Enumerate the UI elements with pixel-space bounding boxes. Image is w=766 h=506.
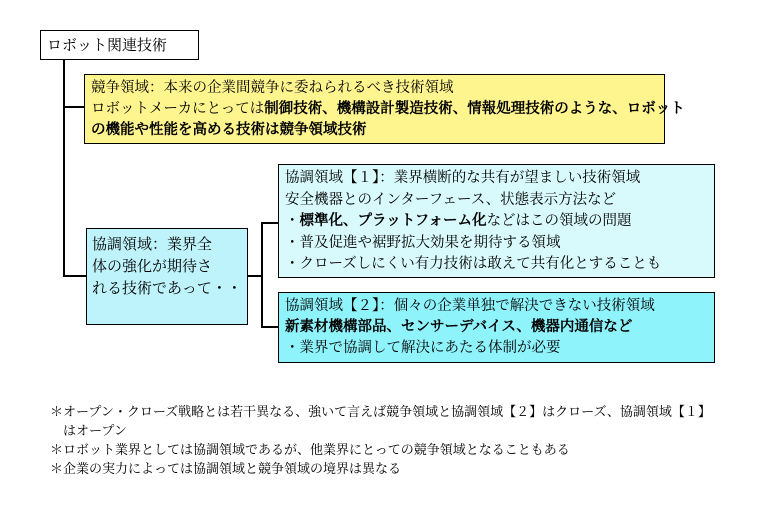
competitive-line-2 [91, 99, 685, 120]
coop1-line-3-prefix: ・ [285, 213, 300, 229]
root-node [40, 30, 199, 60]
coop2-title: 協調領域【２】：個々の企業単独で解決できない技術領域 [285, 298, 655, 314]
coop1-line-4: ・普及促進や裾野拡大効果を期待する領域 [285, 234, 561, 251]
connector-root-trunk [63, 59, 65, 276]
coop1-line-3-bold: 標準化、プラットフォーム化 [299, 213, 487, 229]
competitive-title: 競争領域：本来の企業間競争に委ねられるべき技術領域 [91, 80, 454, 96]
competitive-line-2-bold: 制御技術、機構設計製造技術、情報処理技術のような、ロボット [264, 101, 685, 117]
connector-coop-stub [248, 275, 261, 277]
competitive-line-3: の機能や性能を高める技術は競争領域技術 [91, 122, 367, 138]
footnotes [50, 403, 750, 479]
connector-to-coop2 [261, 326, 278, 328]
note-1b: はオープン [50, 424, 127, 439]
coop2-line-3: ・業界で協調して解決にあたる体制が必要 [285, 340, 561, 356]
coop1-line-3 [285, 211, 708, 233]
coop1-line-3-suffix: などはこの領域の問題 [486, 213, 632, 229]
cooperative-domain-2-box [278, 292, 715, 363]
cooperative-domain-box [86, 228, 248, 325]
note-2: ＊ロボット業界としては協調領域であるが、他業界にとっての競争領域となることもある [50, 443, 570, 458]
coop1-line-5: ・クローズしにくい有力技術は敢えて共有化とすることも [285, 256, 662, 272]
note-1a: ＊オープン・クローズ戦略とは若干異なる、強いて言えば競争領域と協調領域【２】はクローズ、協調領域【１】 [50, 405, 711, 420]
competitive-domain-box [84, 74, 685, 144]
coop1-title: 協調領域【１】：業界横断的な共有が望ましい技術領域 [285, 170, 641, 186]
competitive-line-2-prefix: ロボットメーカにとっては [91, 101, 265, 117]
connector-root-to-competitive [63, 106, 84, 108]
cooperative-line-1: 協調領域：業界全 [92, 235, 213, 253]
connector-root-to-cooperative [63, 275, 86, 277]
cooperative-line-2: 体の強化が期待さ [92, 257, 213, 275]
root-label: ロボット関連技術 [47, 36, 168, 54]
connector-to-coop1 [261, 222, 278, 224]
coop2-line-2: 新素材機構部品、センサーデバイス、機器内通信など [285, 319, 633, 335]
cooperative-domain-1-box [278, 164, 715, 278]
cooperative-line-3: れる技術であって・・ [92, 279, 242, 297]
note-3: ＊企業の実力によっては協調領域と競争領域の境界は異なる [50, 462, 402, 477]
coop1-line-2: 安全機器とのインターフェース、状態表示方法など [285, 191, 617, 208]
connector-coop-trunk [261, 222, 263, 327]
